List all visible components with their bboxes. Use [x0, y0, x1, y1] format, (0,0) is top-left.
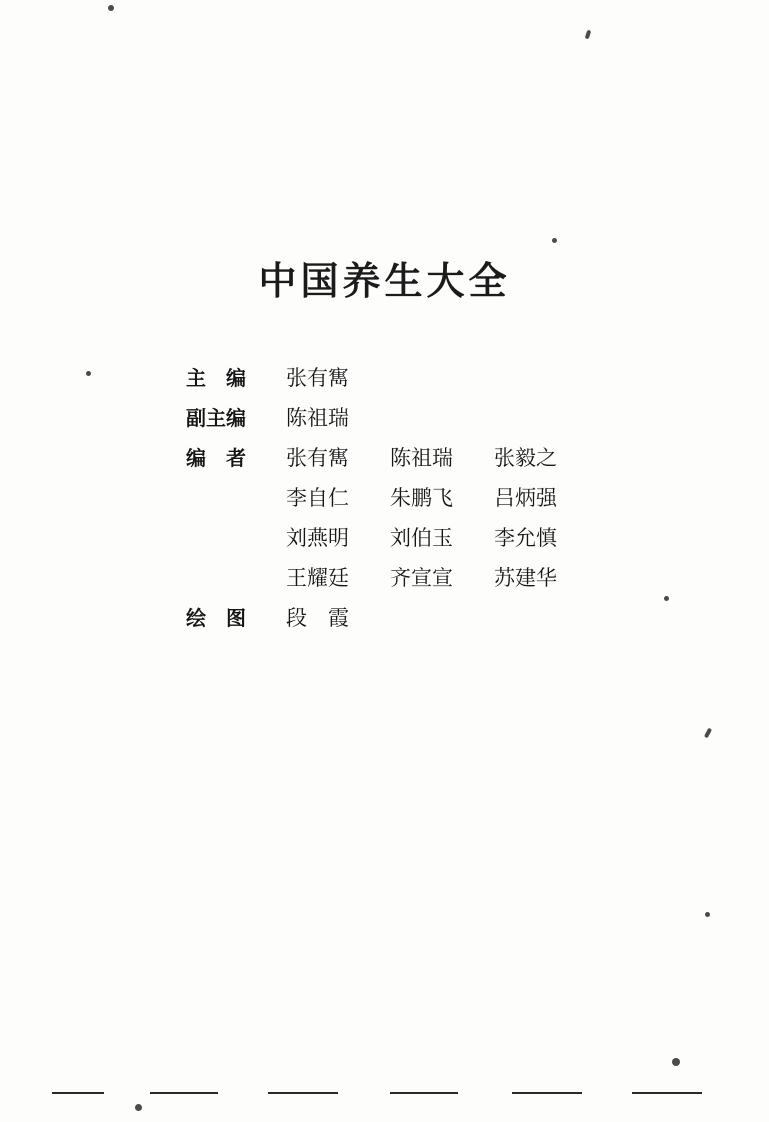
credit-name: 朱鹏飞 [390, 486, 453, 510]
credit-row-contributors-cont [186, 562, 616, 598]
scan-speck [135, 1104, 142, 1111]
scan-speck [585, 30, 592, 40]
registration-dash [52, 1092, 104, 1094]
credit-label: 主 编 [186, 366, 246, 390]
credit-names [286, 402, 616, 432]
registration-marks [0, 1092, 769, 1098]
credit-row-editor-in-chief [186, 362, 616, 398]
credit-label: 副主编 [186, 406, 246, 430]
scan-speck [704, 728, 712, 739]
credit-row-illustrator [186, 602, 616, 638]
registration-dash [150, 1092, 218, 1094]
credit-label: 编 者 [186, 446, 246, 470]
credit-name: 刘伯玉 [390, 526, 453, 550]
credit-names [286, 482, 616, 518]
credit-name: 王耀廷 [286, 566, 349, 590]
credit-name: 陈祖瑞 [390, 446, 453, 470]
credit-names [286, 602, 616, 632]
registration-dash [512, 1092, 582, 1094]
scan-speck [108, 5, 114, 11]
registration-dash [268, 1092, 338, 1094]
registration-dash [632, 1092, 702, 1094]
credit-name: 刘燕明 [286, 526, 349, 550]
credit-name: 李自仁 [286, 486, 349, 510]
credits-block [186, 362, 616, 642]
credit-name: 齐宣宣 [390, 566, 453, 590]
credit-name: 吕炳强 [494, 486, 557, 510]
credit-names [286, 362, 616, 392]
credit-label: 绘 图 [186, 606, 246, 630]
credit-names [286, 562, 616, 598]
credit-name: 张有寯 [286, 366, 349, 390]
credit-row-contributors-cont [186, 482, 616, 518]
credit-label-spacer [186, 522, 286, 558]
scan-speck [672, 1058, 680, 1066]
credit-name: 张有寯 [286, 446, 349, 470]
scan-speck [86, 371, 91, 376]
credit-row-contributors-cont [186, 522, 616, 558]
scan-speck [705, 912, 710, 917]
credit-label-spacer [186, 482, 286, 518]
scan-speck [552, 238, 557, 243]
credit-name: 苏建华 [494, 566, 557, 590]
page-title: 中国养生大全 [258, 258, 511, 304]
credit-label-spacer [186, 562, 286, 598]
registration-dash [390, 1092, 458, 1094]
credit-name: 陈祖瑞 [286, 406, 349, 430]
credit-name: 段 霞 [286, 606, 349, 630]
scan-speck [664, 596, 669, 601]
credit-names [286, 522, 616, 558]
credit-row-contributors [186, 442, 616, 478]
credit-names [286, 442, 616, 472]
credit-name: 张毅之 [494, 446, 557, 470]
credit-name: 李允慎 [494, 526, 557, 550]
credit-row-deputy-editor [186, 402, 616, 438]
